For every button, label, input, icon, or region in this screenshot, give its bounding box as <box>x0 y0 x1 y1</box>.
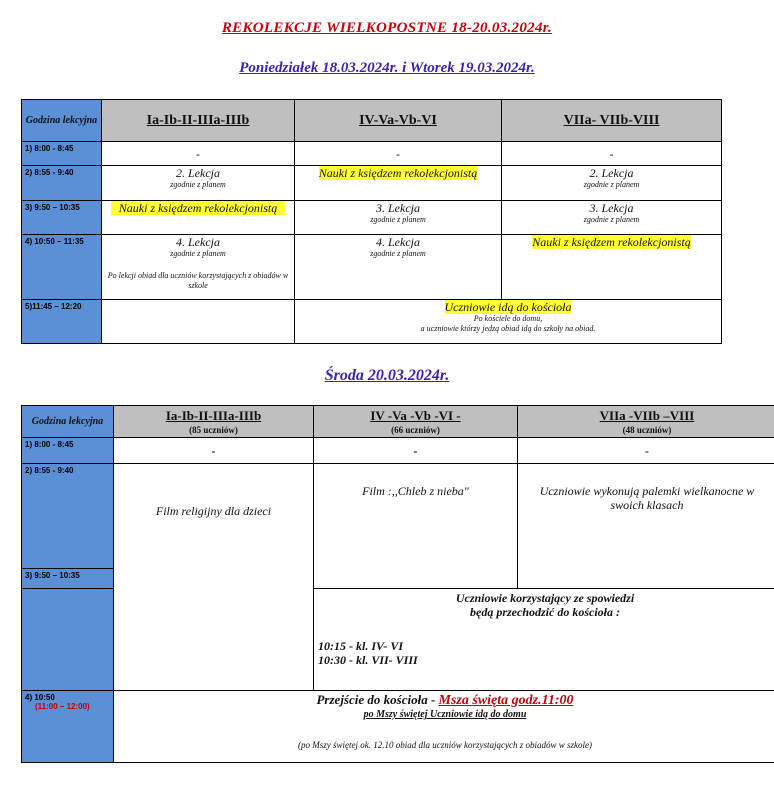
header-col3: VIIa- VIIb-VIII <box>502 100 722 142</box>
cell: - <box>518 438 774 464</box>
cell: - <box>314 438 518 464</box>
cell-palms: Uczniowie wykonują palemki wielkanocne w swoich klasach <box>518 464 774 589</box>
cell: 3. Lekcja zgodnie z planem <box>295 201 502 235</box>
cell-highlight: Nauki z księdzem rekolekcjonistą <box>102 201 295 235</box>
header-time: Godzina lekcyjna <box>22 100 102 142</box>
time-cell: 1) 8:00 - 8:45 <box>22 142 102 166</box>
header-col1: Ia-Ib-II-IIIa-IIIb (85 uczniów) <box>114 406 314 438</box>
cell: 4. Lekcja zgodnie z planem Po lekcji obiad dla uczniów korzystających z obiadów w szkole <box>102 235 295 300</box>
cell: 2. Lekcja zgodnie z planem <box>502 166 722 201</box>
header-col1: Ia-Ib-II-IIIa-IIIb <box>102 100 295 142</box>
header-col3: VIIa -VIIb –VIII (48 uczniów) <box>518 406 774 438</box>
cell: - <box>502 142 722 166</box>
cell: 4. Lekcja zgodnie z planem <box>295 235 502 300</box>
cell-church: Uczniowie idą do kościoła Po kościele do domu, a uczniowie którzy jedzą obiad idą do szkoły na obiad. <box>295 300 722 344</box>
time-cell: 4) 10:50 – 11:35 <box>22 235 102 300</box>
cell: - <box>102 142 295 166</box>
time-cell: 3) 9:50 – 10:35 <box>22 201 102 235</box>
cell: 3. Lekcja zgodnie z planem <box>502 201 722 235</box>
header-col2: IV-Va-Vb-VI <box>295 100 502 142</box>
cell-film: Film :,,Chleb z nieba" <box>314 464 518 589</box>
cell-confession: Uczniowie korzystający ze spowiedzi będą przechodzić do kościoła : 10:15 - kl. IV- VI 10:30 - kl. VII- VIII <box>314 589 774 691</box>
time-cell <box>22 464 114 589</box>
cell-highlight: Nauki z księdzem rekolekcjonistą <box>502 235 722 300</box>
time-cell: 1) 8:00 - 8:45 <box>22 438 114 464</box>
page-title: REKOLEKCJE WIELKOPOSTNE 18-20.03.2024r. <box>221 20 553 36</box>
header-col2: IV -Va -Vb -VI - (66 uczniów) <box>314 406 518 438</box>
days-heading-mon-tue: Poniedziałek 18.03.2024r. i Wtorek 19.03.2024r. <box>239 60 535 76</box>
time-label-2: 2) 8:55 - 9:40 <box>25 466 74 475</box>
cell: - <box>295 142 502 166</box>
time-label-3: 3) 9:50 – 10:35 <box>22 568 113 582</box>
time-cell <box>22 589 114 691</box>
schedule-table-mon-tue <box>21 99 722 344</box>
cell <box>102 300 295 344</box>
time-cell: 2) 8:55 - 9:40 <box>22 166 102 201</box>
cell: 2. Lekcja zgodnie z planem <box>102 166 295 201</box>
time-cell: 4) 10:50 (11:00 – 12:00) <box>22 691 114 763</box>
cell-film-kids: Film religijny dla dzieci <box>114 464 314 691</box>
schedule-table-wed <box>21 405 774 763</box>
days-heading-wed: Środa 20.03.2024r. <box>324 367 450 384</box>
header-time: Godzina lekcyjna <box>22 406 114 438</box>
cell: - <box>114 438 314 464</box>
cell-highlight: Nauki z księdzem rekolekcjonistą <box>295 166 502 201</box>
cell-mass: Przejście do kościoła - Msza święta godz.11:00 po Mszy świętej Uczniowie idą do domu (po Mszy świętej ok. 12.10 obiad dla uczniów korzystających z obiadów w szkole) <box>114 691 774 763</box>
time-cell: 5)11:45 – 12:20 <box>22 300 102 344</box>
